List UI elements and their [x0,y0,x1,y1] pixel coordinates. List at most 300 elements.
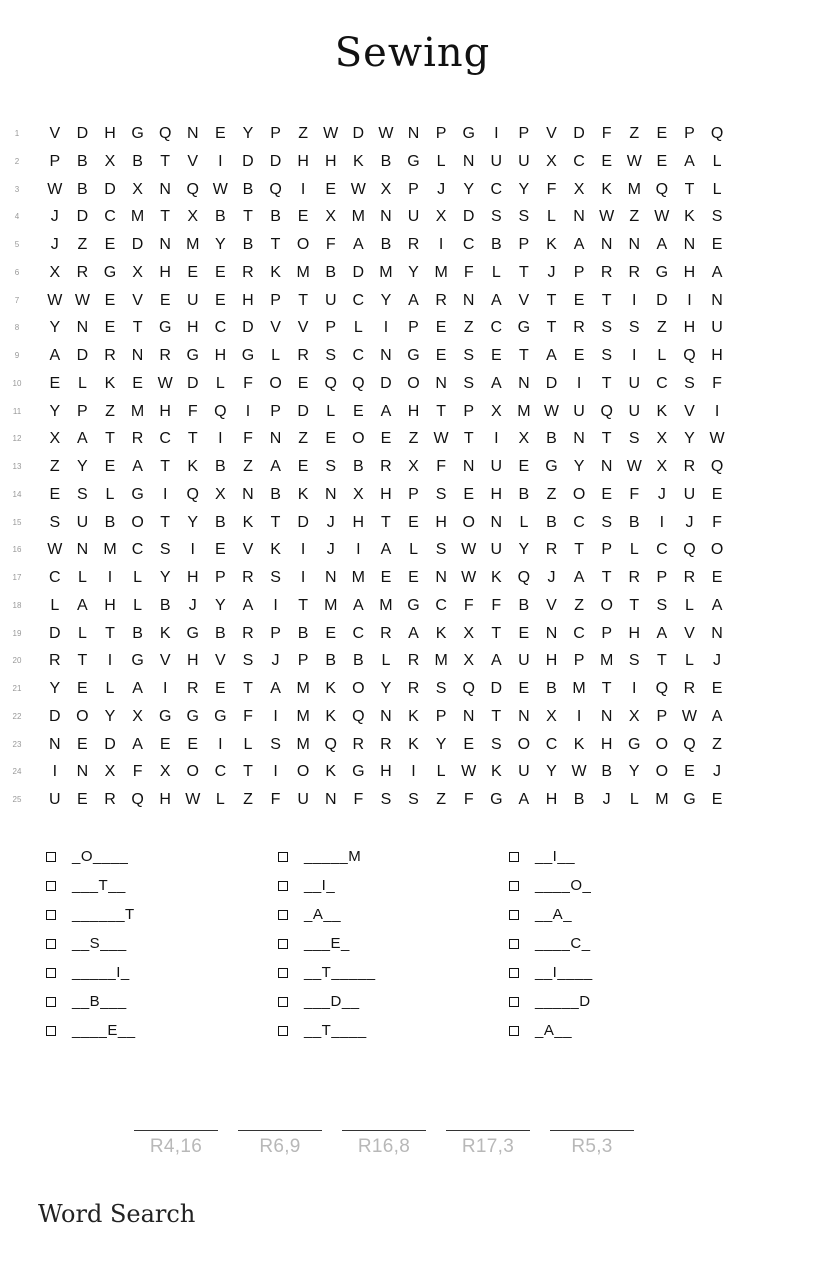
grid-letter[interactable]: P [573,263,585,281]
grid-letter[interactable]: E [601,485,612,503]
grid-letter[interactable]: Q [710,125,724,142]
grid-letter[interactable]: I [411,763,416,781]
grid-letter[interactable]: T [243,208,253,226]
grid-letter[interactable]: I [300,541,306,559]
grid-letter[interactable]: H [186,319,199,337]
grid-letter[interactable]: Y [408,263,419,281]
grid-letter[interactable]: L [353,319,363,337]
checkbox-icon[interactable] [46,852,56,862]
grid-letter[interactable]: F [325,236,336,253]
grid-letter[interactable]: R [628,569,641,586]
grid-letter[interactable]: T [436,402,446,420]
grid-letter[interactable]: O [572,485,586,503]
grid-letter[interactable]: N [573,430,585,448]
grid-letter[interactable]: Y [684,430,695,448]
grid-letter[interactable]: R [683,569,696,586]
grid-letter[interactable]: S [435,680,447,697]
grid-letter[interactable]: T [601,680,612,697]
grid-letter[interactable]: X [187,208,199,226]
grid-letter[interactable]: D [131,236,144,253]
grid-letter[interactable]: J [547,263,556,281]
grid-letter[interactable]: M [655,791,669,808]
grid-letter[interactable]: R [242,569,254,586]
grid-letter[interactable]: U [711,319,723,337]
grid-letter[interactable]: T [519,347,529,364]
grid-letter[interactable]: P [601,624,612,642]
grid-letter[interactable]: V [270,319,281,337]
grid-letter[interactable]: F [546,180,557,198]
grid-letter[interactable]: L [133,596,143,614]
grid-letter[interactable]: C [159,430,171,448]
grid-letter[interactable]: N [462,707,475,725]
grid-letter[interactable]: X [656,458,668,475]
grid-letter[interactable]: T [574,541,584,559]
grid-letter[interactable]: B [242,236,254,253]
grid-letter[interactable]: X [132,180,143,198]
grid-letter[interactable]: M [296,680,310,697]
grid-letter[interactable]: E [215,291,226,309]
grid-letter[interactable]: U [324,291,337,309]
checkbox-icon[interactable] [46,997,56,1007]
grid-letter[interactable]: K [242,513,254,531]
grid-letter[interactable]: N [628,236,641,253]
grid-letter[interactable]: B [159,596,171,614]
grid-letter[interactable]: T [105,624,115,642]
grid-letter[interactable]: E [297,458,309,475]
grid-letter[interactable]: F [270,791,281,808]
grid-letter[interactable]: I [714,402,720,420]
grid-letter[interactable]: N [435,569,447,586]
grid-letter[interactable]: Z [629,125,640,142]
grid-letter[interactable]: A [711,263,723,281]
grid-letter[interactable]: L [243,735,253,753]
grid-letter[interactable]: N [131,347,144,364]
grid-letter[interactable]: U [490,458,503,475]
grid-letter[interactable]: H [545,652,558,670]
grid-letter[interactable]: E [408,513,419,531]
grid-letter[interactable]: A [573,236,585,253]
grid-letter[interactable]: P [518,125,530,142]
grid-letter[interactable]: E [518,624,530,642]
grid-letter[interactable]: K [159,624,171,642]
grid-letter[interactable]: K [601,180,612,198]
grid-letter[interactable]: D [656,291,668,309]
grid-letter[interactable]: N [324,791,337,808]
grid-letter[interactable]: Y [380,680,392,697]
grid-letter[interactable]: E [463,735,475,753]
grid-letter[interactable]: V [684,402,695,420]
grid-letter[interactable]: B [77,180,88,198]
grid-letter[interactable]: S [684,374,695,392]
grid-letter[interactable]: S [325,458,337,475]
grid-letter[interactable]: I [162,680,168,697]
grid-letter[interactable]: G [407,596,420,614]
grid-letter[interactable]: H [186,652,199,670]
grid-letter[interactable]: D [242,319,254,337]
grid-letter[interactable]: E [656,152,668,170]
grid-letter[interactable]: O [352,430,365,448]
grid-letter[interactable]: E [325,180,337,198]
grid-letter[interactable]: N [380,707,392,725]
grid-letter[interactable]: V [546,125,557,142]
grid-letter[interactable]: Y [628,763,640,781]
grid-letter[interactable]: Y [380,291,392,309]
grid-letter[interactable]: E [573,347,585,364]
grid-letter[interactable]: H [159,263,171,281]
grid-letter[interactable]: M [296,735,310,753]
grid-letter[interactable]: X [104,152,116,170]
grid-letter[interactable]: S [77,485,88,503]
grid-letter[interactable]: B [132,624,143,642]
grid-letter[interactable]: W [323,125,339,142]
grid-letter[interactable]: Q [186,180,199,198]
grid-letter[interactable]: V [159,652,171,670]
grid-letter[interactable]: N [683,236,696,253]
grid-letter[interactable]: D [297,513,309,531]
grid-letter[interactable]: H [186,569,199,586]
grid-letter[interactable]: I [190,541,195,559]
grid-letter[interactable]: I [687,291,692,309]
grid-letter[interactable]: U [297,791,309,808]
grid-letter[interactable]: G [628,735,641,753]
grid-letter[interactable]: F [243,707,253,725]
grid-letter[interactable]: L [77,374,87,392]
grid-letter[interactable]: L [77,624,87,642]
grid-letter[interactable]: B [215,513,226,531]
grid-letter[interactable]: T [629,596,640,614]
grid-letter[interactable]: T [160,458,171,475]
grid-letter[interactable]: I [273,596,278,614]
grid-letter[interactable]: C [214,319,227,337]
grid-letter[interactable]: K [297,485,309,503]
grid-letter[interactable]: E [380,430,392,448]
grid-letter[interactable]: L [381,652,391,670]
grid-letter[interactable]: P [656,707,668,725]
grid-letter[interactable]: M [103,541,117,559]
grid-letter[interactable]: H [104,125,116,142]
grid-letter[interactable]: Q [214,402,227,420]
grid-letter[interactable]: W [461,569,477,586]
grid-letter[interactable]: A [49,347,61,364]
grid-letter[interactable]: J [657,485,666,503]
grid-letter[interactable]: W [461,541,477,559]
grid-letter[interactable]: R [683,680,696,697]
grid-letter[interactable]: H [628,624,641,642]
grid-letter[interactable]: A [352,596,364,614]
grid-letter[interactable]: L [215,374,225,392]
grid-letter[interactable]: N [76,319,89,337]
grid-letter[interactable]: F [243,374,253,392]
grid-letter[interactable]: G [655,263,669,281]
grid-letter[interactable]: E [380,569,392,586]
grid-letter[interactable]: D [186,374,199,392]
grid-letter[interactable]: U [683,485,696,503]
grid-letter[interactable]: M [600,652,614,670]
grid-letter[interactable]: G [186,347,199,364]
grid-letter[interactable]: O [296,763,310,781]
grid-letter[interactable]: R [407,680,420,697]
grid-letter[interactable]: P [270,125,281,142]
grid-letter[interactable]: R [76,263,89,281]
grid-letter[interactable]: N [600,707,613,725]
grid-letter[interactable]: P [435,125,447,142]
grid-letter[interactable]: S [270,569,281,586]
grid-letter[interactable]: E [408,569,419,586]
grid-letter[interactable]: J [50,208,59,226]
checkbox-icon[interactable] [46,968,56,978]
grid-letter[interactable]: T [160,513,171,531]
grid-letter[interactable]: J [547,569,556,586]
grid-letter[interactable]: G [131,485,144,503]
grid-letter[interactable]: D [49,624,61,642]
grid-letter[interactable]: B [380,152,392,170]
grid-letter[interactable]: I [438,236,444,253]
grid-letter[interactable]: H [683,319,696,337]
grid-letter[interactable]: N [573,208,585,226]
grid-letter[interactable]: S [518,208,530,226]
grid-letter[interactable]: B [325,263,337,281]
grid-letter[interactable]: L [326,402,336,420]
grid-letter[interactable]: O [76,707,89,725]
grid-letter[interactable]: Q [462,680,475,697]
grid-letter[interactable]: H [297,152,309,170]
grid-letter[interactable]: S [628,652,640,670]
grid-letter[interactable]: A [490,652,502,670]
grid-letter[interactable]: P [656,569,668,586]
grid-letter[interactable]: U [628,374,641,392]
grid-letter[interactable]: L [519,513,529,531]
answer-blank[interactable] [238,1110,322,1158]
grid-letter[interactable]: E [215,541,226,559]
grid-letter[interactable]: F [436,458,446,475]
grid-letter[interactable]: G [490,791,503,808]
grid-letter[interactable]: H [380,763,392,781]
grid-letter[interactable]: N [711,291,723,309]
grid-letter[interactable]: X [159,763,171,781]
grid-letter[interactable]: O [269,374,282,392]
grid-letter[interactable]: W [378,125,394,142]
grid-letter[interactable]: F [601,125,612,142]
grid-letter[interactable]: T [491,707,502,725]
grid-letter[interactable]: K [187,458,199,475]
grid-letter[interactable]: T [243,680,253,697]
grid-letter[interactable]: I [273,707,278,725]
grid-letter[interactable]: S [463,374,475,392]
grid-letter[interactable]: E [711,569,723,586]
grid-letter[interactable]: U [628,402,641,420]
grid-letter[interactable]: U [407,208,420,226]
grid-letter[interactable]: A [711,707,723,725]
grid-letter[interactable]: F [132,763,143,781]
grid-letter[interactable]: B [546,680,557,697]
grid-letter[interactable]: R [407,652,420,670]
grid-letter[interactable]: S [711,208,723,226]
grid-letter[interactable]: M [627,180,641,198]
grid-letter[interactable]: G [517,319,531,337]
grid-letter[interactable]: M [351,569,365,586]
grid-letter[interactable]: A [380,402,392,420]
grid-letter[interactable]: Y [104,707,116,725]
grid-letter[interactable]: C [656,374,668,392]
grid-letter[interactable]: C [545,735,558,753]
grid-letter[interactable]: C [131,541,144,559]
grid-letter[interactable]: P [270,402,281,420]
grid-letter[interactable]: E [77,791,88,808]
grid-letter[interactable]: P [408,485,419,503]
grid-letter[interactable]: C [490,319,503,337]
grid-letter[interactable]: U [186,291,199,309]
answer-blank[interactable] [342,1110,426,1158]
answer-blank[interactable] [550,1110,634,1158]
grid-letter[interactable]: V [518,291,530,309]
grid-letter[interactable]: S [463,347,475,364]
grid-letter[interactable]: T [77,652,88,670]
grid-letter[interactable]: A [518,791,530,808]
grid-letter[interactable]: W [543,402,560,420]
grid-letter[interactable]: Z [629,208,640,226]
grid-letter[interactable]: I [300,180,306,198]
grid-letter[interactable]: V [49,125,61,142]
grid-letter[interactable]: G [186,624,199,642]
grid-letter[interactable]: E [215,263,226,281]
grid-letter[interactable]: F [187,402,198,420]
checkbox-icon[interactable] [509,939,519,949]
grid-letter[interactable]: B [215,458,226,475]
grid-letter[interactable]: E [187,735,199,753]
grid-letter[interactable]: X [546,707,557,725]
grid-letter[interactable]: N [269,430,282,448]
grid-letter[interactable]: H [545,791,558,808]
grid-letter[interactable]: C [435,596,447,614]
grid-letter[interactable]: U [490,152,503,170]
grid-letter[interactable]: B [215,624,226,642]
grid-letter[interactable]: Q [158,125,172,142]
grid-letter[interactable]: I [162,485,168,503]
grid-letter[interactable]: R [159,347,171,364]
grid-letter[interactable]: Z [105,402,115,420]
grid-letter[interactable]: L [409,541,418,559]
grid-letter[interactable]: S [601,513,612,531]
grid-letter[interactable]: O [407,374,420,392]
grid-letter[interactable]: J [713,763,722,781]
grid-letter[interactable]: N [324,569,337,586]
grid-letter[interactable]: T [601,374,612,392]
grid-letter[interactable]: Q [655,180,669,198]
grid-letter[interactable]: M [379,263,393,281]
grid-letter[interactable]: L [712,180,722,198]
grid-letter[interactable]: X [546,152,557,170]
grid-letter[interactable]: X [490,402,502,420]
answer-blank[interactable] [134,1110,218,1158]
grid-letter[interactable]: I [383,319,389,337]
grid-letter[interactable]: Z [243,458,253,475]
grid-letter[interactable]: Y [463,180,475,198]
grid-letter[interactable]: G [131,125,144,142]
grid-letter[interactable]: J [326,541,335,559]
grid-letter[interactable]: I [218,152,223,170]
grid-letter[interactable]: X [380,180,392,198]
grid-letter[interactable]: C [352,624,365,642]
grid-letter[interactable]: A [684,152,695,170]
checkbox-icon[interactable] [278,997,288,1007]
grid-letter[interactable]: R [131,430,144,448]
grid-letter[interactable]: K [490,763,502,781]
grid-letter[interactable]: P [77,402,88,420]
grid-letter[interactable]: M [351,208,365,226]
grid-letter[interactable]: I [659,513,665,531]
grid-letter[interactable]: D [242,152,254,170]
grid-letter[interactable]: E [711,791,723,808]
grid-letter[interactable]: R [683,458,696,475]
grid-letter[interactable]: B [518,596,530,614]
grid-letter[interactable]: O [655,735,669,753]
grid-letter[interactable]: L [547,208,556,226]
grid-letter[interactable]: H [214,347,227,364]
grid-letter[interactable]: P [573,652,585,670]
grid-letter[interactable]: X [463,652,475,670]
grid-letter[interactable]: A [656,236,668,253]
grid-letter[interactable]: T [546,291,557,309]
grid-letter[interactable]: X [408,458,419,475]
grid-letter[interactable]: W [626,152,642,170]
grid-letter[interactable]: T [160,208,171,226]
grid-letter[interactable]: O [710,541,724,559]
grid-letter[interactable]: E [573,291,585,309]
grid-letter[interactable]: Z [49,458,60,475]
grid-letter[interactable]: X [215,485,226,503]
grid-letter[interactable]: V [242,541,254,559]
grid-letter[interactable]: D [76,347,89,364]
grid-letter[interactable]: W [433,430,449,448]
grid-letter[interactable]: E [159,291,171,309]
grid-letter[interactable]: Y [435,735,447,753]
grid-letter[interactable]: K [325,707,337,725]
grid-letter[interactable]: V [684,624,695,642]
grid-letter[interactable]: L [105,680,115,697]
grid-letter[interactable]: O [296,236,310,253]
grid-letter[interactable]: Z [574,596,584,614]
grid-letter[interactable]: B [352,652,364,670]
checkbox-icon[interactable] [509,910,519,920]
grid-letter[interactable]: F [712,513,722,531]
grid-letter[interactable]: E [132,374,143,392]
checkbox-icon[interactable] [46,939,56,949]
grid-letter[interactable]: F [463,791,474,808]
grid-letter[interactable]: E [49,485,61,503]
grid-letter[interactable]: R [435,291,447,309]
grid-letter[interactable]: Y [518,180,530,198]
grid-letter[interactable]: T [298,596,309,614]
checkbox-icon[interactable] [278,881,288,891]
grid-letter[interactable]: A [490,374,502,392]
grid-letter[interactable]: X [132,263,143,281]
grid-letter[interactable]: N [76,763,89,781]
grid-letter[interactable]: E [297,374,309,392]
grid-letter[interactable]: N [380,347,392,364]
grid-letter[interactable]: K [325,763,337,781]
grid-letter[interactable]: A [242,596,254,614]
grid-letter[interactable]: E [435,347,447,364]
grid-letter[interactable]: T [463,430,474,448]
grid-letter[interactable]: Y [573,458,585,475]
grid-letter[interactable]: Z [243,791,253,808]
checkbox-icon[interactable] [509,852,519,862]
grid-letter[interactable]: U [490,541,503,559]
grid-letter[interactable]: R [573,319,585,337]
grid-letter[interactable]: X [132,707,143,725]
grid-letter[interactable]: U [518,152,530,170]
grid-letter[interactable]: K [684,208,695,226]
